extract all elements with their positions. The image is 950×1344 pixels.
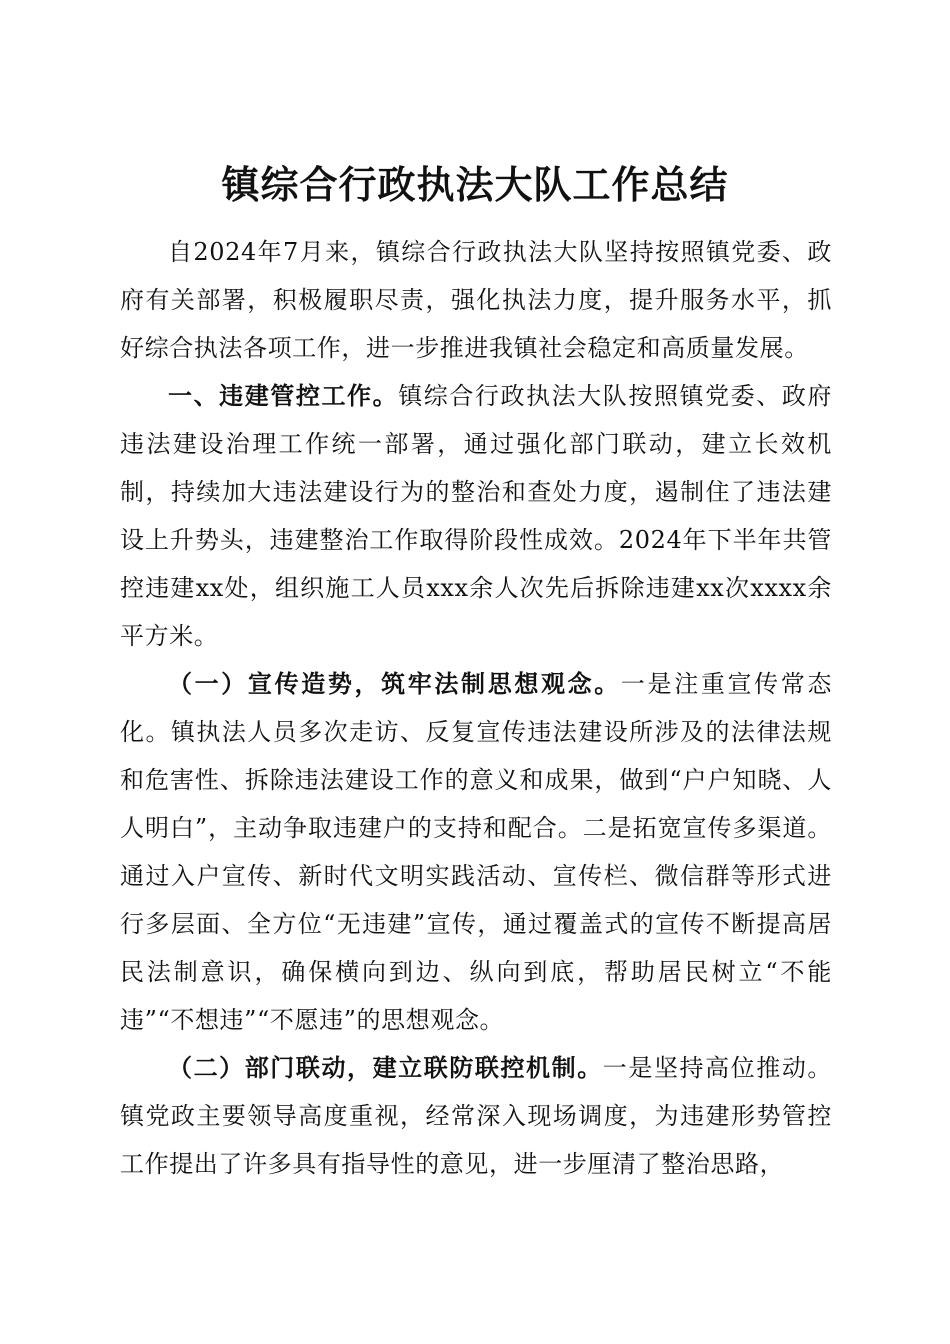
subsection-one-heading: （一）宣传造势，筑牢法制思想观念。 bbox=[168, 669, 621, 698]
intro-text: 自2024年7月来，镇综合行政执法大队坚持按照镇党委、政府有关部署，积极履职尽责，强化执法力度，提升服务水平，抓好综合执法各项工作，进一步推进我镇社会稳定和高质量发展。 bbox=[120, 238, 832, 362]
subsection-one-paragraph bbox=[120, 660, 832, 1044]
subsection-one-text: 一是注重宣传常态化。镇执法人员多次走访、反复宣传违法建设所涉及的法律法规和危害性、拆除违法建设工作的意义和成果，做到“户户知晓、人人明白”，主动争取违建户的支持和配合。二是拓宽宣传多渠道。通过入户宣传、新时代文明实践活动、宣传栏、微信群等形式进行多层面、全方位“无违建”宣传，通过覆盖式的宣传不断提高居民法制意识，确保横向到边、纵向到底，帮助居民树立“不能违”“不想违”“不愿违”的思想观念。 bbox=[120, 670, 832, 1034]
subsection-two-heading: （二）部门联动，建立联防联控机制。 bbox=[168, 1053, 603, 1082]
subsection-two-text: 一是坚持高位推动。镇党政主要领导高度重视，经常深入现场调度，为违建形势管控工作提出了许多具有指导性的意见，进一步厘清了整治思路， bbox=[120, 1054, 833, 1178]
document-title: 镇综合行政执法大队工作总结 bbox=[221, 162, 729, 208]
subsection-two-paragraph bbox=[120, 1044, 832, 1188]
section-one-text: 镇综合行政执法大队按照镇党委、政府违法建设治理工作统一部署，通过强化部门联动，建立长效机制，持续加大违法建设行为的整治和查处力度，遏制住了违法建设上升势头，违建整治工作取得阶段性成效。2024年下半年共管控违建xx处，组织施工人员xxx余人次先后拆除违建xx次xxxx余平方米。 bbox=[120, 382, 832, 650]
document-body bbox=[120, 228, 832, 1188]
intro-paragraph bbox=[120, 228, 832, 372]
section-one-heading: 一、违建管控工作。 bbox=[168, 382, 399, 410]
section-one-paragraph bbox=[120, 372, 832, 660]
